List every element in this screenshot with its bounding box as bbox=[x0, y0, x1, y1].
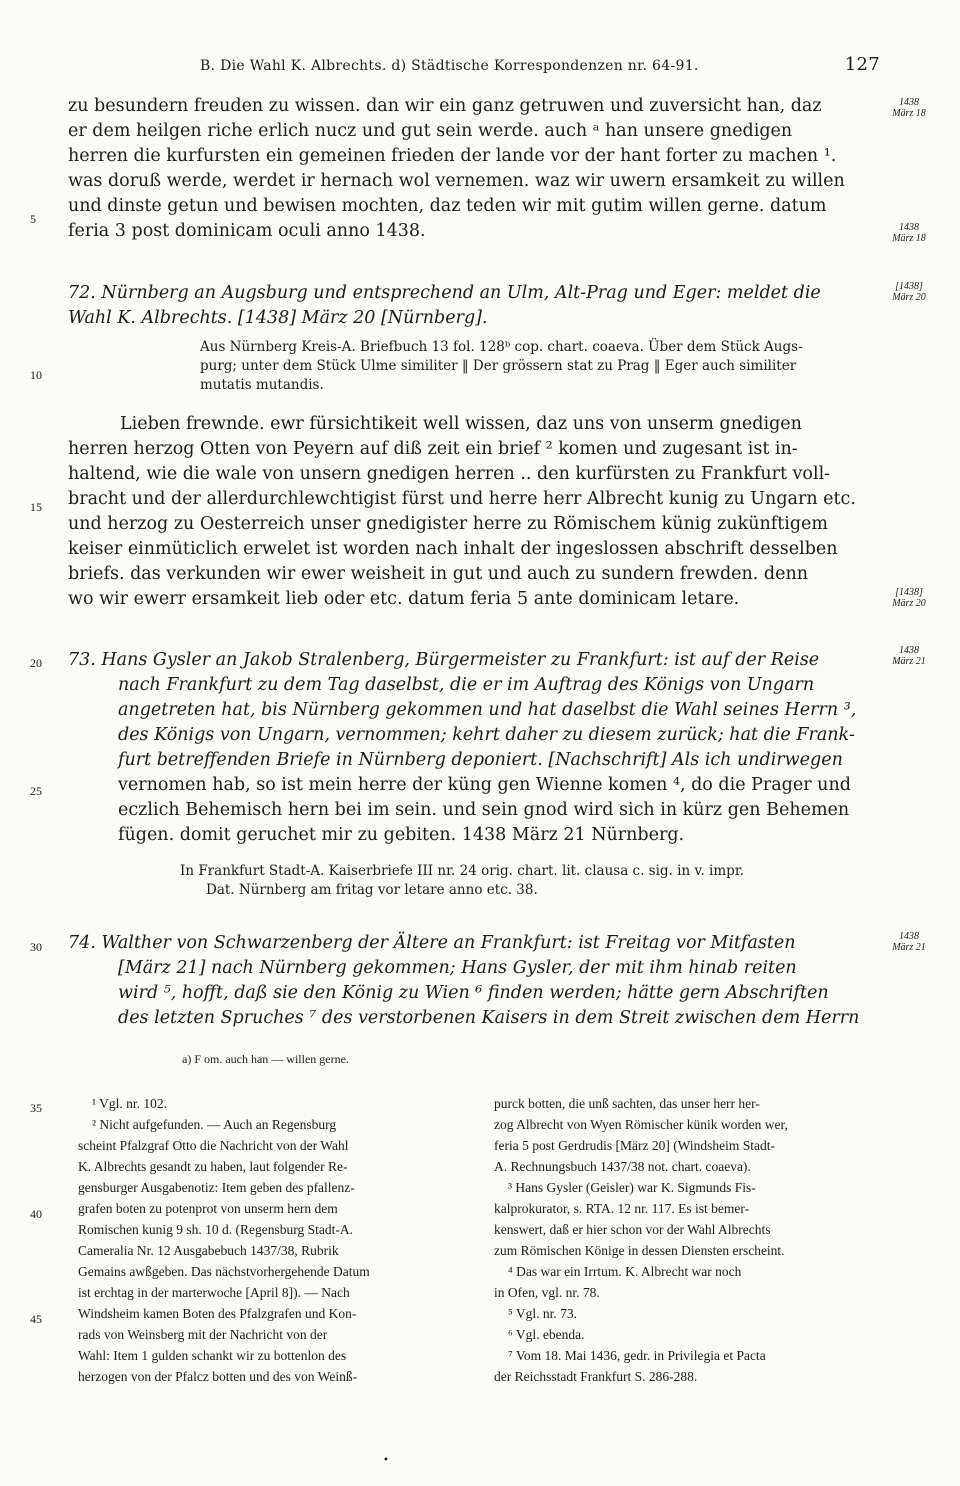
margin-year: 1438 bbox=[899, 931, 919, 942]
source-line: mutatis mutandis. bbox=[200, 377, 324, 393]
footnote-line: kalprokurator, s. RTA. 12 nr. 117. Es ist bemer- bbox=[494, 1201, 750, 1216]
margin-date bbox=[874, 587, 944, 609]
margin-year: 1438 bbox=[899, 97, 919, 108]
variant-note: a) F om. auch han — willen gerne. bbox=[182, 1052, 349, 1066]
footnote-line: K. Albrechts gesandt zu haben, laut folgender Re- bbox=[78, 1159, 348, 1174]
footnote-line: ⁴ Das war ein Irrtum. K. Albrecht war noch bbox=[508, 1264, 742, 1279]
footnote-line: zum Römischen Könige in dessen Diensten erscheint. bbox=[494, 1243, 785, 1258]
margin-day: März 21 bbox=[892, 656, 926, 667]
footnote-line: ¹ Vgl. nr. 102. bbox=[92, 1096, 168, 1111]
source-line: purg; unter dem Stück Ulme similiter ‖ Der grössern stat zu Prag ‖ Eger auch similiter bbox=[200, 358, 797, 374]
body-text bbox=[68, 94, 876, 244]
margin-day: März 18 bbox=[892, 233, 926, 244]
footnote-line: grafen boten zu potenprot von unserm hern dem bbox=[78, 1201, 338, 1216]
footnote-line: ⁷ Vom 18. Mai 1436, gedr. in Privilegia et Pacta bbox=[508, 1348, 766, 1363]
footnote-line: rads von Weinsberg mit der Nachricht von der bbox=[78, 1327, 328, 1342]
footnote-line: in Ofen, vgl. nr. 78. bbox=[494, 1285, 600, 1300]
margin-day: März 20 bbox=[892, 292, 926, 303]
footnote-line: ⁶ Vgl. ebenda. bbox=[508, 1327, 585, 1342]
text-line: vernomen hab, so ist mein herre der küng gen Wienne komen ⁴, do die Prager und bbox=[118, 775, 851, 795]
margin-date bbox=[874, 281, 944, 303]
text-line: und dinste getun und bewisen mochten, daz teden wir mit gutim willen gerne. datum bbox=[68, 196, 827, 216]
footnote-line: purck botten, die unß sachten, das unser herr her- bbox=[494, 1096, 760, 1111]
doc73-heading bbox=[68, 648, 876, 773]
line-number: 45 bbox=[30, 1312, 42, 1326]
footnote-line: Romischen kunig 9 sh. 10 d. (Regensburg Stadt-A. bbox=[78, 1222, 353, 1237]
doc73-text bbox=[118, 773, 876, 848]
line-number: 40 bbox=[30, 1207, 42, 1221]
margin-year: [1438] bbox=[895, 587, 923, 598]
line-number: 30 bbox=[30, 940, 42, 954]
line-number: 35 bbox=[30, 1101, 42, 1115]
line-number: 5 bbox=[30, 212, 36, 226]
text-line: wo wir ewerr ersamkeit lieb oder etc. datum feria 5 ante dominicam letare. bbox=[68, 589, 740, 609]
margin-day: März 21 bbox=[892, 942, 926, 953]
footnote-line: Gemains awßgeben. Das nächstvorhergehende Datum bbox=[78, 1264, 370, 1279]
footnotes-right bbox=[494, 1093, 886, 1387]
source-line: Dat. Nürnberg am fritag vor letare anno etc. 38. bbox=[206, 882, 538, 898]
page-number: 127 bbox=[844, 54, 880, 75]
line-number: 20 bbox=[30, 656, 42, 670]
text-line: briefs. das verkunden wir ewer weisheit in gut und auch zu sundern frewden. denn bbox=[68, 564, 808, 584]
line-number: 15 bbox=[30, 500, 42, 514]
text-line: bracht und der allerdurchlewchtigist fürst und herre herr Albrecht kunig zu Ungarn etc. bbox=[68, 489, 856, 509]
footnote-line: Cameralia Nr. 12 Ausgabebuch 1437/38, Rubrik bbox=[78, 1243, 339, 1258]
text-line: und herzog zu Oesterreich unser gnedigister herre zu Römischem künig zukünftigem bbox=[68, 514, 829, 534]
footnote-line: feria 5 post Gerdrudis [März 20] (Windsheim Stadt- bbox=[494, 1138, 776, 1153]
running-header bbox=[200, 54, 880, 75]
heading-line: angetreten hat, bis Nürnberg gekommen und hat daselbst die Wahl seines Herrn ³, bbox=[118, 700, 857, 720]
margin-year: [1438] bbox=[895, 281, 923, 292]
margin-day: März 20 bbox=[892, 598, 926, 609]
source-line: In Frankfurt Stadt-A. Kaiserbriefe III nr. 24 orig. chart. lit. clausa c. sig. in v. impr. bbox=[180, 863, 745, 879]
footnote-line: scheint Pfalzgraf Otto die Nachricht von der Wahl bbox=[78, 1138, 349, 1153]
text-line: feria 3 post dominicam oculi anno 1438. bbox=[68, 221, 426, 241]
text-line: haltend, wie die wale von unsern gnedigen herren .. den kurfürsten zu Frankfurt voll- bbox=[68, 464, 831, 484]
margin-date bbox=[874, 97, 944, 119]
footnote-line: A. Rechnungsbuch 1437/38 not. chart. coaeva). bbox=[494, 1159, 751, 1174]
doc74-heading bbox=[68, 931, 876, 1031]
footnote-line: Windsheim kamen Boten des Pfalzgrafen und Kon- bbox=[78, 1306, 357, 1321]
doc72-text bbox=[68, 412, 876, 612]
footnote-line: gensburger Ausgabenotiz: Item geben des pfallenz- bbox=[78, 1180, 355, 1195]
margin-date bbox=[874, 645, 944, 667]
heading-line: des letzten Spruches ⁷ des verstorbenen Kaisers in dem Streit zwischen dem Herrn bbox=[118, 1008, 860, 1028]
heading-line: furt betreffenden Briefe in Nürnberg deponiert. [Nachschrift] Als ich undirwegen bbox=[118, 750, 843, 770]
text-line: herren herzog Otten von Peyern auf diß zeit ein brief ² komen und zugesant ist in- bbox=[68, 439, 798, 459]
line-number: 10 bbox=[30, 368, 42, 382]
text-line: er dem heilgen riche erlich nucz und gut sein werde. auch ᵃ han unsere gnedigen bbox=[68, 121, 793, 141]
margin-day: März 18 bbox=[892, 108, 926, 119]
margin-date bbox=[874, 931, 944, 953]
heading-line: 74. Walther von Schwarzenberg der Ältere an Frankfurt: ist Freitag vor Mitfasten bbox=[68, 933, 796, 953]
text-line: eczlich Behemisch hern bei im sein. und sein gnod wird sich in kürz gen Behemen bbox=[118, 800, 850, 820]
margin-year: 1438 bbox=[899, 222, 919, 233]
heading-line: Wahl K. Albrechts. [1438] März 20 [Nürnberg]. bbox=[68, 308, 488, 328]
source-line: Aus Nürnberg Kreis-A. Briefbuch 13 fol. 128ᵇ cop. chart. coaeva. Über dem Stück Augs- bbox=[200, 339, 803, 355]
heading-line: 73. Hans Gysler an Jakob Stralenberg, Bürgermeister zu Frankfurt: ist auf der Reise bbox=[68, 650, 820, 670]
heading-line: wird ⁵, hofft, daß sie den König zu Wien ⁶ finden werden; hätte gern Abschriften bbox=[118, 983, 829, 1003]
footnote-line: der Reichsstadt Frankfurt S. 286-288. bbox=[494, 1369, 698, 1384]
footnote-line: herzogen von der Pfalcz botten und des von Weinß- bbox=[78, 1369, 358, 1384]
text-line: Lieben frewnde. ewr fürsichtikeit well wissen, daz uns von unserm gnedigen bbox=[120, 414, 802, 434]
footnote-line: kenswert, daß er hier schon vor der Wahl Albrechts bbox=[494, 1222, 771, 1237]
running-title: B. Die Wahl K. Albrechts. d) Städtische Korrespondenzen nr. 64-91. bbox=[200, 58, 699, 74]
footnote-line: Wahl: Item 1 gulden schankt wir zu bottenlon des bbox=[78, 1348, 347, 1363]
text-line: herren die kurfursten ein gemeinen frieden der lande vor der hant forter zu machen ¹. bbox=[68, 146, 837, 166]
footnote-line: zog Albrecht von Wyen Römischer künik worden wer, bbox=[494, 1117, 788, 1132]
doc72-heading bbox=[68, 281, 876, 331]
footnote-line: ist erchtag in der marterwoche [April 8]). — Nach bbox=[78, 1285, 350, 1300]
doc72-source bbox=[200, 338, 876, 395]
text-line: fügen. domit geruchet mir zu gebiten. 1438 März 21 Nürnberg. bbox=[118, 825, 685, 845]
text-line: zu besundern freuden zu wissen. dan wir ein ganz getruwen und zuversicht han, daz bbox=[68, 96, 822, 116]
margin-date bbox=[874, 222, 944, 244]
doc73-source bbox=[180, 862, 876, 900]
margin-year: 1438 bbox=[899, 645, 919, 656]
heading-line: 72. Nürnberg an Augsburg und entsprechend an Ulm, Alt-Prag und Eger: meldet die bbox=[68, 283, 821, 303]
footnote-line: ⁵ Vgl. nr. 73. bbox=[508, 1306, 577, 1321]
footnote-line: ² Nicht aufgefunden. — Auch an Regensburg bbox=[92, 1117, 337, 1132]
footnotes-left bbox=[78, 1093, 470, 1387]
heading-line: nach Frankfurt zu dem Tag daselbst, die er im Auftrag des Königs von Ungarn bbox=[118, 675, 815, 695]
ink-speck: • bbox=[383, 1455, 389, 1466]
heading-line: [März 21] nach Nürnberg gekommen; Hans Gysler, der mit ihm hinab reiten bbox=[118, 958, 797, 978]
line-number: 25 bbox=[30, 784, 42, 798]
text-line: was doruß werde, werdet ir hernach wol vernemen. waz wir uwern ersamkeit zu willen bbox=[68, 171, 845, 191]
heading-line: des Königs von Ungarn, vernommen; kehrt daher zu diesem zurück; hat die Frank- bbox=[118, 725, 855, 745]
text-line: keiser einmüticlich erwelet ist worden nach inhalt der ingeslossen abschrift desselben bbox=[68, 539, 838, 559]
footnote-line: ³ Hans Gysler (Geisler) war K. Sigmunds Fis- bbox=[508, 1180, 756, 1195]
